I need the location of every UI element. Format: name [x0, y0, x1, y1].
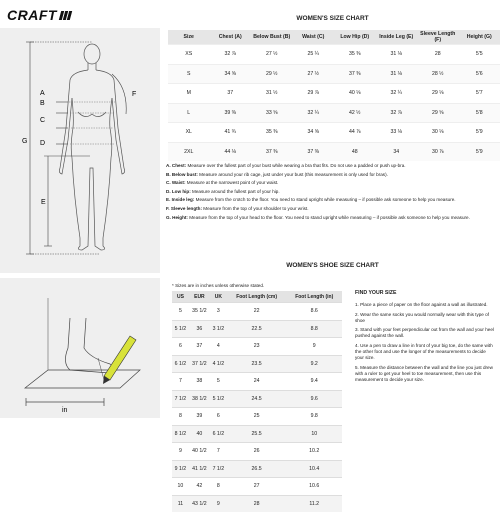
table-cell: 2XL: [168, 142, 210, 161]
body-diagram-panel: [0, 28, 160, 273]
label-b: B: [40, 100, 45, 107]
table-cell: 10: [172, 478, 189, 496]
column-header: Chest (A): [210, 30, 252, 45]
column-header: Foot Length (in): [286, 291, 342, 303]
table-cell: 27 ½: [251, 45, 293, 65]
table-cell: 6: [210, 408, 227, 426]
table-cell: 22.5: [227, 320, 287, 338]
units-note: * Sizes are in inches unless otherwise stated.: [172, 283, 264, 288]
column-header: Inside Leg (E): [376, 30, 418, 45]
table-cell: 37: [189, 338, 210, 356]
note-label: C. Waist:: [166, 180, 185, 185]
label-g: G: [22, 138, 27, 145]
column-header: EUR: [189, 291, 210, 303]
body-figure-icon: [0, 28, 160, 273]
table-cell: 29 ⅞: [293, 84, 335, 104]
table-row: [172, 443, 342, 461]
table-cell: 30 ⅞: [417, 142, 459, 161]
table-cell: 32 ⅞: [376, 103, 418, 123]
table-cell: 8 1/2: [172, 425, 189, 443]
table-row: [168, 45, 500, 65]
table-cell: 6 1/2: [172, 355, 189, 373]
table-row: [172, 478, 342, 496]
column-header: Size: [168, 30, 210, 45]
measurement-notes: [166, 163, 498, 223]
table-cell: 10: [286, 425, 342, 443]
table-cell: 32 ⅞: [210, 45, 252, 65]
table-cell: 44 ⅛: [210, 142, 252, 161]
shoe-size-title: WOMEN'S SHOE SIZE CHART: [165, 262, 500, 269]
table-cell: 34 ⅝: [210, 64, 252, 84]
note-label: E. Inside leg:: [166, 197, 194, 202]
table-cell: 8: [172, 408, 189, 426]
list-item: 1. Place a piece of paper on the floor against a wall as illustrated.: [355, 302, 495, 308]
table-row: [168, 123, 500, 143]
table-cell: 44 ⅞: [334, 123, 376, 143]
column-header: Height (G): [459, 30, 500, 45]
table-cell: L: [168, 103, 210, 123]
table-row: [172, 460, 342, 478]
table-header-row: [172, 291, 342, 303]
brand-logo: [7, 7, 71, 23]
column-header: Waist (C): [293, 30, 335, 45]
table-cell: 28: [417, 45, 459, 65]
table-cell: 6 1/2: [210, 425, 227, 443]
table-cell: 27 ½: [293, 64, 335, 84]
column-header: UK: [210, 291, 227, 303]
table-cell: S: [168, 64, 210, 84]
table-cell: 37 ⅜: [334, 64, 376, 84]
column-header: Below Bust (B): [251, 30, 293, 45]
table-cell: 7: [172, 373, 189, 391]
table-cell: 4 1/2: [210, 355, 227, 373]
table-cell: 9: [210, 495, 227, 512]
table-cell: 48: [334, 142, 376, 161]
measurement-note: [166, 215, 498, 221]
table-cell: 40: [189, 425, 210, 443]
column-header: US: [172, 291, 189, 303]
table-cell: 29 ½: [251, 64, 293, 84]
table-cell: 5 1/2: [172, 320, 189, 338]
column-header: Low Hip (D): [334, 30, 376, 45]
table-cell: 9: [286, 338, 342, 356]
table-cell: 11: [172, 495, 189, 512]
table-cell: 9: [172, 443, 189, 461]
column-header: Foot Length (cm): [227, 291, 287, 303]
measurement-note: [166, 172, 498, 178]
note-text: Measure around the fullest part of your hip.: [191, 189, 280, 194]
table-row: [168, 64, 500, 84]
table-cell: 8.6: [286, 303, 342, 321]
table-cell: 23: [227, 338, 287, 356]
table-row: [168, 142, 500, 161]
table-cell: XS: [168, 45, 210, 65]
table-cell: 32 ¼: [376, 84, 418, 104]
table-cell: 9.8: [286, 408, 342, 426]
table-cell: 9.2: [286, 355, 342, 373]
womens-size-table: [168, 30, 500, 161]
table-cell: 35 ⅜: [334, 45, 376, 65]
table-cell: 7 1/2: [172, 390, 189, 408]
table-cell: 5'9: [459, 142, 500, 161]
find-your-size-section: [355, 290, 495, 387]
table-cell: 40 1/2: [189, 443, 210, 461]
table-cell: 5 1/2: [210, 390, 227, 408]
table-cell: 29 ⅛: [417, 84, 459, 104]
label-e: E: [41, 199, 46, 206]
find-your-size-steps: [355, 302, 495, 383]
table-cell: 5: [210, 373, 227, 391]
table-cell: 37: [210, 84, 252, 104]
note-label: G. Height:: [166, 215, 188, 220]
table-cell: 25 ¼: [293, 45, 335, 65]
table-row: [172, 390, 342, 408]
table-cell: 34 ⅝: [293, 123, 335, 143]
table-cell: 8.8: [286, 320, 342, 338]
table-cell: 9 1/2: [172, 460, 189, 478]
table-cell: 24: [227, 373, 287, 391]
table-cell: 42: [189, 478, 210, 496]
note-text: Measure around your rib cage, just under your bust (this measurement is only used for bras).: [198, 172, 388, 177]
note-text: Measure from the crotch to the floor. You need to stand upright while measuring – if possible ask someone to help you measure.: [194, 197, 455, 202]
table-cell: 26.5: [227, 460, 287, 478]
measurement-note: [166, 180, 498, 186]
note-label: B. Below bust:: [166, 172, 198, 177]
table-cell: 40 ⅛: [334, 84, 376, 104]
table-cell: 5'6: [459, 64, 500, 84]
table-cell: 35 ⅜: [251, 123, 293, 143]
table-row: [172, 338, 342, 356]
table-cell: 10.6: [286, 478, 342, 496]
table-cell: 41 ¾: [210, 123, 252, 143]
table-cell: 24.5: [227, 390, 287, 408]
table-row: [168, 103, 500, 123]
table-cell: 6: [172, 338, 189, 356]
table-cell: 42 ½: [334, 103, 376, 123]
table-cell: 29 ⅝: [417, 103, 459, 123]
table-cell: 5'5: [459, 45, 500, 65]
table-cell: 37 ⅜: [251, 142, 293, 161]
list-item: 5. Measure the distance between the wall and the line you just drew with a ruler to get your heel to toe measurement, then use this measurement to decide your size.: [355, 365, 495, 384]
table-cell: 37 1/2: [189, 355, 210, 373]
measurement-note: [166, 197, 498, 203]
table-cell: 33 ⅝: [251, 103, 293, 123]
table-cell: M: [168, 84, 210, 104]
table-row: [168, 84, 500, 104]
table-cell: 31 ⅛: [376, 45, 418, 65]
table-cell: 5: [172, 303, 189, 321]
table-cell: 22: [227, 303, 287, 321]
table-cell: 3 1/2: [210, 320, 227, 338]
table-cell: 39 ⅜: [210, 103, 252, 123]
table-row: [172, 495, 342, 512]
shoe-size-table: [172, 291, 342, 512]
table-cell: 9.4: [286, 373, 342, 391]
list-item: 3. Stand with your feet perpendicular out from the wall and your heel pushed against the wall.: [355, 327, 495, 340]
note-label: F. Sleeve length:: [166, 206, 202, 211]
table-row: [172, 320, 342, 338]
table-row: [172, 408, 342, 426]
label-a: A: [40, 90, 45, 97]
brand-name: CRAFT: [7, 7, 57, 23]
table-cell: 33 ⅛: [376, 123, 418, 143]
label-d: D: [40, 140, 45, 147]
note-label: A. Chest:: [166, 163, 186, 168]
table-cell: 3: [210, 303, 227, 321]
table-header-row: [168, 30, 500, 45]
label-inch: in: [62, 407, 68, 414]
logo-bars-icon: [59, 7, 71, 23]
womens-size-title: WOMEN'S SIZE CHART: [165, 15, 500, 22]
table-cell: 39: [189, 408, 210, 426]
table-cell: 7 1/2: [210, 460, 227, 478]
table-row: [172, 355, 342, 373]
note-text: Measure from the top of your head to the floor. You need to stand upright while measuring – if possible ask someone to help you measure.: [188, 215, 470, 220]
foot-measure-icon: [0, 278, 160, 418]
table-cell: 10.4: [286, 460, 342, 478]
table-cell: 35 1/2: [189, 303, 210, 321]
table-cell: 43 1/2: [189, 495, 210, 512]
measurement-note: [166, 206, 498, 212]
table-cell: 5'7: [459, 84, 500, 104]
table-cell: 38: [189, 373, 210, 391]
table-cell: 34: [376, 142, 418, 161]
label-c: C: [40, 117, 45, 124]
table-cell: 11.2: [286, 495, 342, 512]
table-row: [172, 425, 342, 443]
table-cell: 37 ⅜: [293, 142, 335, 161]
table-cell: 36: [189, 320, 210, 338]
table-cell: 41 1/2: [189, 460, 210, 478]
note-text: Measure at the narrowest point of your waist.: [185, 180, 278, 185]
table-cell: 30 ⅛: [417, 123, 459, 143]
table-cell: 31 ½: [251, 84, 293, 104]
measurement-note: [166, 189, 498, 195]
table-row: [172, 373, 342, 391]
table-cell: 8: [210, 478, 227, 496]
table-row: [172, 303, 342, 321]
list-item: 2. Wear the same socks you would normally wear with this type of shoe: [355, 312, 495, 325]
table-cell: 28: [227, 495, 287, 512]
measurement-note: [166, 163, 498, 169]
table-cell: 26: [227, 443, 287, 461]
table-cell: 4: [210, 338, 227, 356]
table-cell: 28 ½: [417, 64, 459, 84]
table-cell: 31 ⅛: [376, 64, 418, 84]
table-cell: 5'8: [459, 103, 500, 123]
find-your-size-title: FIND YOUR SIZE: [355, 290, 495, 296]
table-cell: 7: [210, 443, 227, 461]
table-cell: 5'9: [459, 123, 500, 143]
table-cell: 23.5: [227, 355, 287, 373]
note-text: Measure from the top of your shoulder to your wrist.: [202, 206, 308, 211]
note-label: D. Low hip:: [166, 189, 191, 194]
table-cell: 32 ¼: [293, 103, 335, 123]
label-f: F: [132, 91, 136, 98]
table-cell: 10.2: [286, 443, 342, 461]
column-header: Sleeve Length (F): [417, 30, 459, 45]
list-item: 4. Use a pen to draw a line in front of your big toe, do the same with the other foot and use the longer of the measurements to decide your size.: [355, 343, 495, 362]
table-cell: 27: [227, 478, 287, 496]
table-cell: 25: [227, 408, 287, 426]
table-cell: XL: [168, 123, 210, 143]
note-text: Measure over the fullest part of your bust while wearing a bra that fits. Do not use a padded or push up-bra.: [186, 163, 405, 168]
table-cell: 25.5: [227, 425, 287, 443]
table-cell: 38 1/2: [189, 390, 210, 408]
foot-diagram-panel: [0, 278, 160, 418]
table-cell: 9.6: [286, 390, 342, 408]
